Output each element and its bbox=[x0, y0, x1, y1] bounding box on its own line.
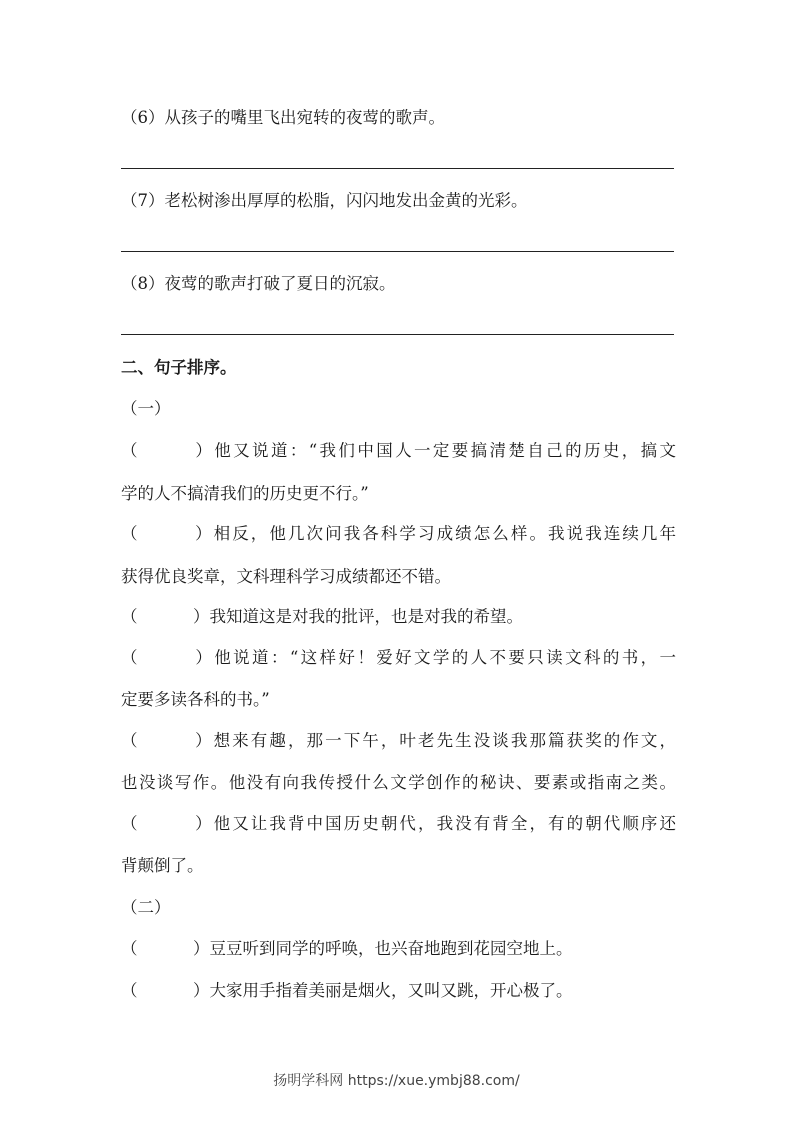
sort-item-6-line2: 背颠倒了。 bbox=[121, 856, 204, 875]
answer-bracket-open: （ bbox=[121, 814, 138, 833]
sort-item-4-line2: 定要多读各科的书。” bbox=[121, 690, 270, 709]
answer-bracket-close: ） bbox=[193, 731, 214, 750]
answer-bracket-close: ） bbox=[193, 607, 210, 626]
answer-bracket-close: ） bbox=[193, 441, 215, 460]
sort-item-5-line1: （ ）想来有趣，那一下午，叶老先生没谈我那篇获奖的作文， bbox=[121, 731, 677, 750]
answer-line-7 bbox=[121, 251, 674, 252]
group-label-1: （一） bbox=[121, 399, 171, 418]
rewrite-item-8: （8）夜莺的歌声打破了夏日的沉寂。 bbox=[121, 274, 396, 293]
answer-bracket-close: ） bbox=[193, 814, 214, 833]
sort-item-5-line2: 也没谈写作。他没有向我传授什么文学创作的秘诀、要素或指南之类。 bbox=[121, 773, 676, 792]
answer-bracket-close: ） bbox=[193, 524, 214, 543]
rewrite-item-7: （7）老松树渗出厚厚的松脂，闪闪地发出金黄的光彩。 bbox=[121, 191, 528, 210]
rewrite-item-6: （6）从孩子的嘴里飞出宛转的夜莺的歌声。 bbox=[121, 108, 445, 127]
answer-line-8 bbox=[121, 334, 674, 335]
answer-bracket-open: （ bbox=[121, 939, 138, 958]
answer-bracket-close: ） bbox=[193, 648, 215, 667]
sort-item-2-line1: （ ）相反，他几次问我各科学习成绩怎么样。我说我连续几年 bbox=[121, 524, 677, 543]
sort-item-1-line2: 学的人不搞清我们的历史更不行。” bbox=[121, 484, 369, 503]
sort-item-1-line1: （ ）他又说道：“我们中国人一定要搞清楚自己的历史，搞文 bbox=[121, 441, 677, 460]
group-label-2: （二） bbox=[121, 898, 171, 917]
answer-bracket-open: （ bbox=[121, 441, 138, 460]
section-heading: 二、句子排序。 bbox=[121, 358, 237, 377]
sort-item-6-line1: （ ）他又让我背中国历史朝代，我没有背全，有的朝代顺序还 bbox=[121, 814, 677, 833]
answer-bracket-close: ） bbox=[193, 939, 210, 958]
answer-bracket-open: （ bbox=[121, 731, 138, 750]
answer-bracket-open: （ bbox=[121, 524, 138, 543]
sort-item-2-line2: 获得优良奖章，文科理科学习成绩都还不错。 bbox=[121, 567, 451, 586]
answer-bracket-open: （ bbox=[121, 648, 138, 667]
sort-item-8-line1: （ ）大家用手指着美丽是烟火，又叫又跳，开心极了。 bbox=[121, 981, 573, 1000]
answer-bracket-close: ） bbox=[193, 981, 210, 1000]
sort-item-7-line1: （ ）豆豆听到同学的呼唤，也兴奋地跑到花园空地上。 bbox=[121, 939, 573, 958]
answer-bracket-open: （ bbox=[121, 981, 138, 1000]
sort-item-4-line1: （ ）他说道：“这样好！爱好文学的人不要只读文科的书，一 bbox=[121, 648, 677, 667]
sort-item-3-line1: （ ）我知道这是对我的批评，也是对我的希望。 bbox=[121, 607, 523, 626]
footer-watermark: 扬明学科网 https://xue.ymbj88.com/ bbox=[273, 1073, 520, 1089]
answer-line-6 bbox=[121, 168, 674, 169]
answer-bracket-open: （ bbox=[121, 607, 138, 626]
